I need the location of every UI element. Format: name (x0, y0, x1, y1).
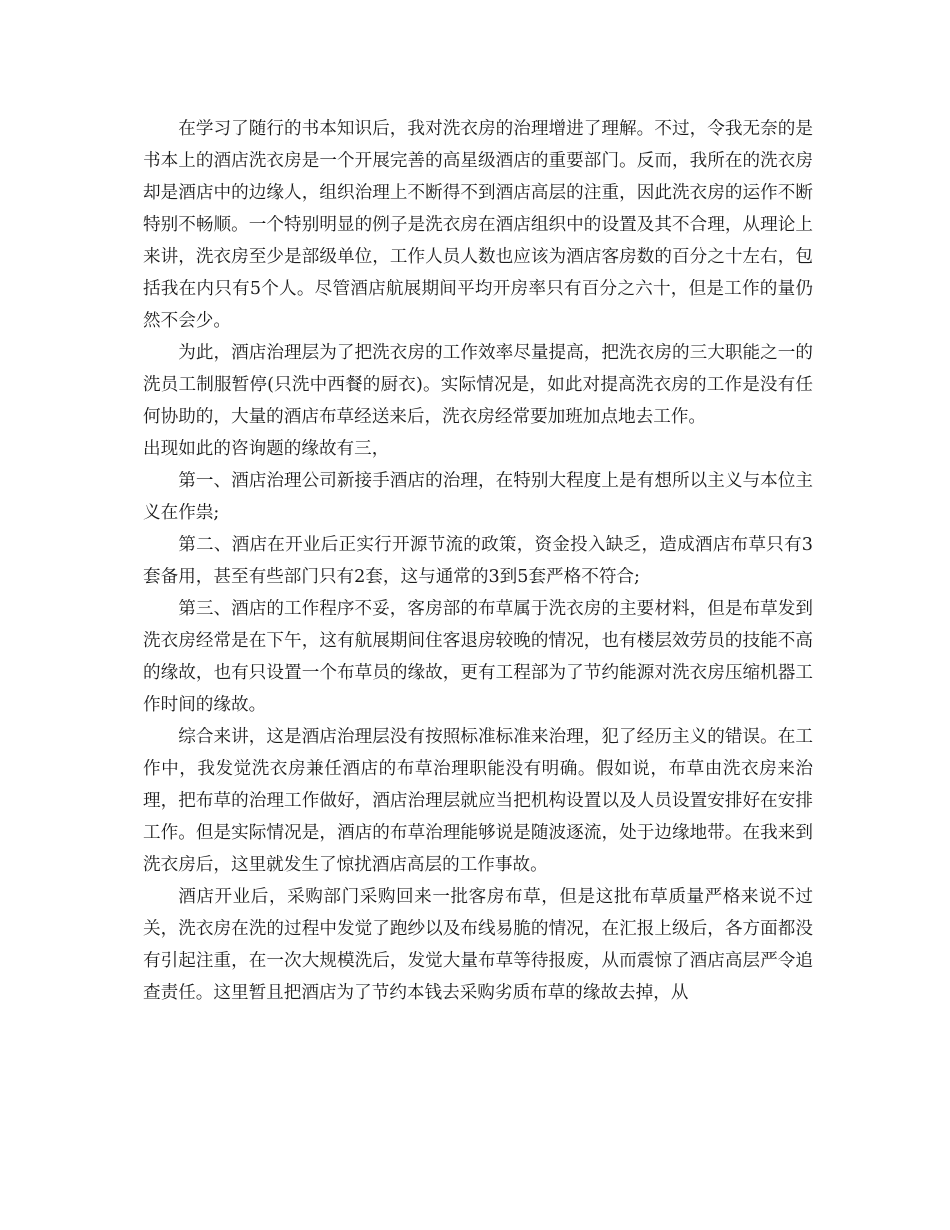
paragraph: 酒店开业后，采购部门采购回来一批客房布草，但是这批布草质量严格来说不过关，洗衣房在洗的过程中发觉了跑纱以及布线易脆的情况，在汇报上级后，各方面都没有引起注重，在一次大规模洗后，发觉大量布草等待报废，从而震惊了酒店高层严令追查责任。这里暂且把酒店为了节约本钱去采购劣质布草的缘故去掉，从 (143, 887, 813, 1003)
paragraph: 第一、酒店治理公司新接手酒店的治理，在特别大程度上是有想所以主义与本位主义在作祟; (143, 471, 813, 523)
paragraph: 第三、酒店的工作程序不妥，客房部的布草属于洗衣房的主要材料，但是布草发到洗衣房经常是在下午，这有航展期间住客退房较晚的情况，也有楼层效劳员的技能不高的缘故，也有只设置一个布草员的缘故，更有工程部为了节约能源对洗衣房压缩机器工作时间的缘故。 (143, 599, 813, 715)
paragraph: 第二、酒店在开业后正实行开源节流的政策，资金投入缺乏，造成酒店布草只有3套备用，甚至有些部门只有2套，这与通常的3到5套严格不符合; (143, 535, 813, 587)
paragraph: 在学习了随行的书本知识后，我对洗衣房的治理增进了理解。不过，令我无奈的是书本上的酒店洗衣房是一个开展完善的高星级酒店的重要部门。反而，我所在的洗衣房却是酒店中的边缘人，组织治理上不断得不到酒店高层的注重，因此洗衣房的运作不断特别不畅顺。一个特别明显的例子是洗衣房在酒店组织中的设置及其不合理，从理论上来讲，洗衣房至少是部级单位，工作人员人数也应该为酒店客房数的百分之十左右，包括我在内只有5个人。尽管酒店航展期间平均开房率只有百分之六十，但是工作的量仍然不会少。 (143, 119, 813, 331)
paragraph: 综合来讲，这是酒店治理层没有按照标准标准来治理，犯了经历主义的错误。在工作中，我发觉洗衣房兼任酒店的布草治理职能没有明确。假如说，布草由洗衣房来治理，把布草的治理工作做好，酒店治理层就应当把机构设置以及人员设置安排好在安排工作。但是实际情况是，酒店的布草治理能够说是随波逐流，处于边缘地带。在我来到洗衣房后，这里就发生了惊扰酒店高层的工作事故。 (143, 727, 813, 875)
paragraph: 为此，酒店治理层为了把洗衣房的工作效率尽量提高，把洗衣房的三大职能之一的洗员工制服暂停(只洗中西餐的厨衣)。实际情况是，如此对提高洗衣房的工作是没有任何协助的，大量的酒店布草经送来后，洗衣房经常要加班加点地去工作。 (143, 343, 813, 427)
body-text (143, 113, 813, 1009)
paragraph: 出现如此的咨询题的缘故有三， (143, 439, 390, 459)
